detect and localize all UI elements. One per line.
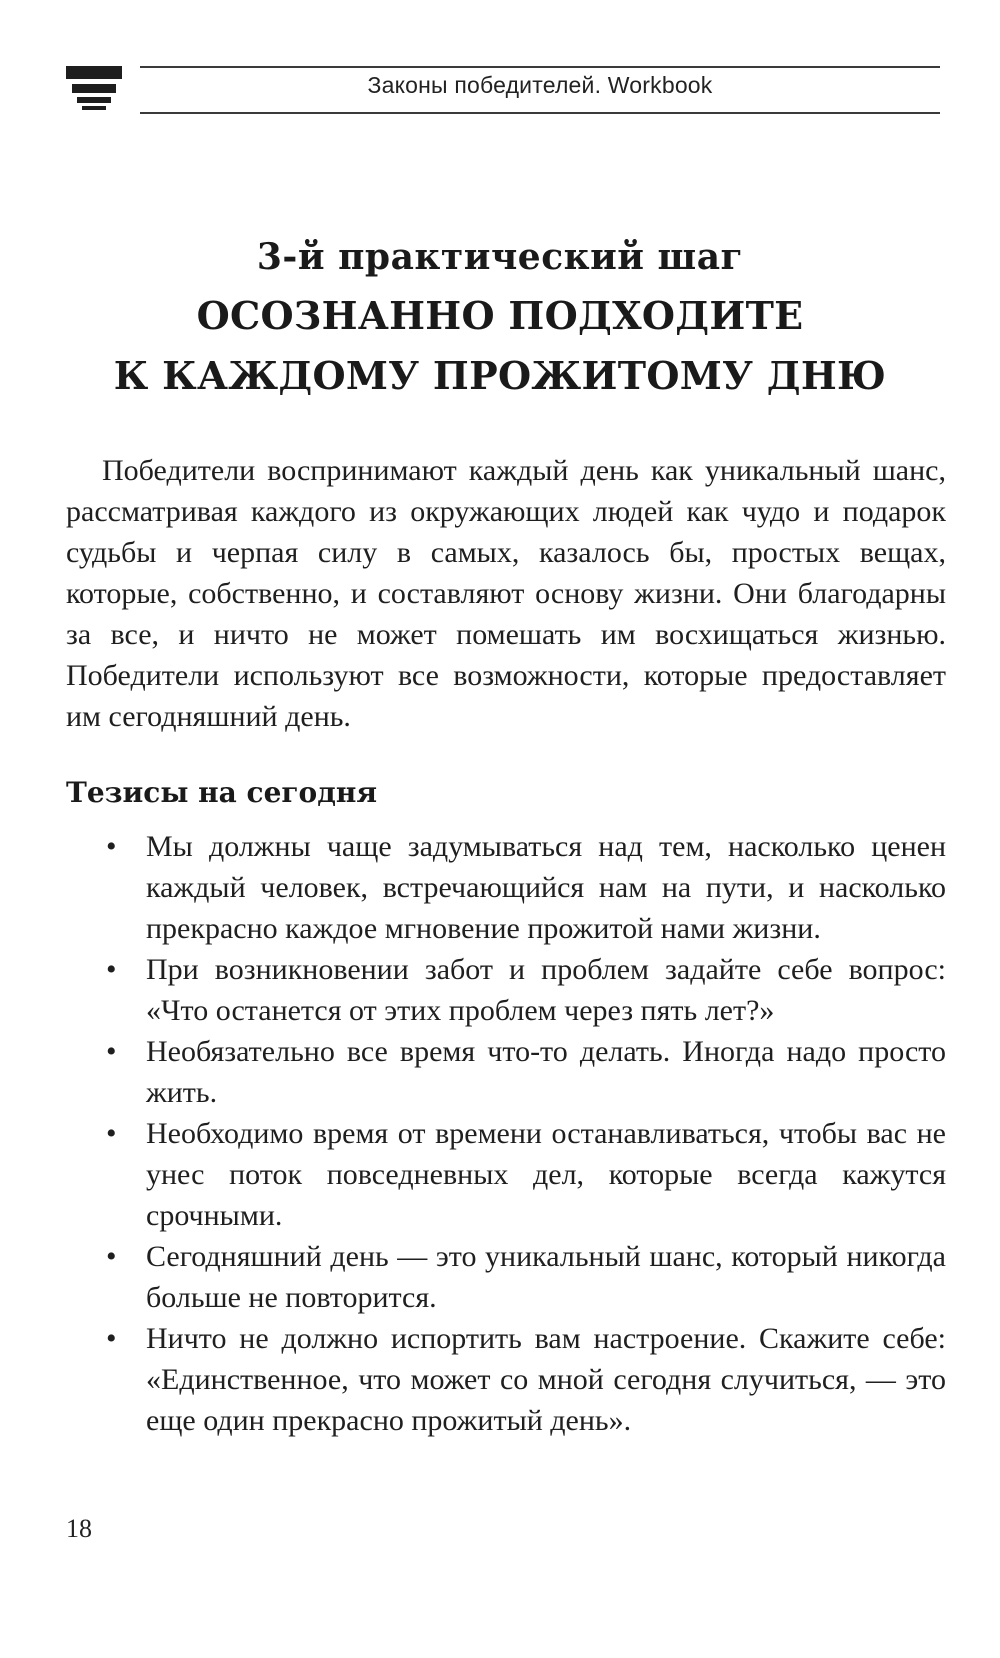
page-number: 18 <box>66 1514 92 1543</box>
header-rule-bottom <box>140 112 940 114</box>
heading-title-line-2: К КАЖДОМУ ПРОЖИТОМУ ДНЮ <box>113 353 887 398</box>
list-item-text: Необязательно все время что-то делать. Иногда надо просто жить. <box>146 1035 946 1109</box>
chapter-heading <box>60 228 940 406</box>
running-header-title: Законы победителей. Workbook <box>367 72 713 98</box>
list-item <box>66 1113 946 1236</box>
bullet-icon: • <box>106 1035 117 1068</box>
theses-subheading: Тезисы на сегодня <box>66 776 378 809</box>
list-item <box>66 949 946 1031</box>
list-item-text: Необходимо время от времени останавливаться, чтобы вас не унес поток повседневных дел, которые всегда кажутся срочными. <box>146 1117 946 1232</box>
list-item-text: При возникновении забот и проблем задайте себе вопрос: «Что останется от этих проблем через пять лет?» <box>146 953 946 1027</box>
list-item <box>66 1318 946 1441</box>
heading-title-line-1: ОСОЗНАННО ПОДХОДИТЕ <box>196 293 804 338</box>
list-item-text: Сегодняшний день — это уникальный шанс, который никогда больше не повторится. <box>146 1240 946 1314</box>
heading-step-label: 3-й практический шаг <box>256 236 744 278</box>
bullet-icon: • <box>106 1117 117 1150</box>
list-item <box>66 1236 946 1318</box>
bullet-icon: • <box>106 1322 117 1355</box>
header-mark-icon <box>66 66 122 112</box>
bullet-icon: • <box>106 1240 117 1273</box>
bullet-icon: • <box>106 830 117 863</box>
bullet-icon: • <box>106 953 117 986</box>
list-item-text: Мы должны чаще задумываться над тем, насколько ценен каждый человек, встречающийся нам на пути, и насколько прекрасно каждое мгновение прожитой нами жизни. <box>146 830 946 945</box>
list-item <box>66 826 946 949</box>
list-item <box>66 1031 946 1113</box>
header-rule-top <box>140 66 940 68</box>
theses-list <box>66 826 946 1441</box>
list-item-text: Ничто не должно испортить вам настроение. Скажите себе: «Единственное, что может со мной сегодня случиться, — это еще один прекрасно прожитый день». <box>146 1322 946 1437</box>
intro-paragraph: Победители воспринимают каждый день как уникальный шанс, рассматривая каждого из окружающих людей как чудо и подарок судьбы и черпая силу в самых, казалось бы, простых вещах, которые, собственно, и составляют основу жизни. Они благодарны за все, и ничто не может помешать им восхищаться жизнью. Победители используют все возможности, которые предоставляет им сегодняшний день. <box>66 454 946 733</box>
